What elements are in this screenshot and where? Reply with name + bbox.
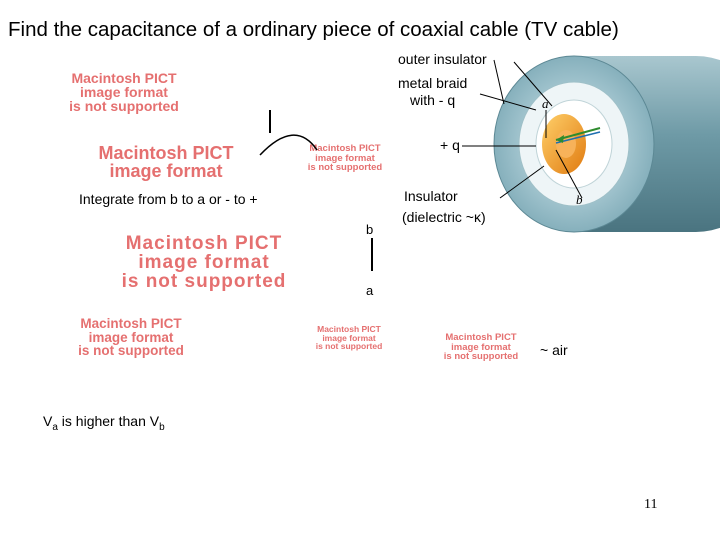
placeholder-line: is not supported — [315, 341, 383, 351]
image-placeholder-1 — [44, 71, 204, 113]
label-insulator-2: (dielectric ~κ) — [402, 209, 486, 225]
placeholder-line: is not supported — [121, 271, 287, 292]
potential-note — [43, 413, 165, 433]
image-placeholder-7 — [437, 333, 525, 362]
placeholder-line: Macintosh PICT — [309, 143, 381, 154]
pointer-outer-insulator — [494, 60, 504, 104]
ruler-label-b: b — [366, 222, 374, 237]
image-placeholder-6 — [308, 325, 390, 351]
coaxial-cable-diagram — [396, 48, 720, 238]
label-plus-q: + q — [440, 137, 460, 153]
ruler-label-a: a — [366, 283, 374, 298]
label-insulator-1: Insulator — [404, 188, 458, 204]
integrate-instruction: Integrate from b to a or - to + — [79, 191, 258, 207]
page-number: 11 — [644, 497, 658, 512]
potential-subscript-b: b — [159, 421, 165, 433]
placeholder-line: Macintosh PICT — [98, 143, 234, 163]
potential-note-prefix: V — [43, 413, 53, 429]
placeholder-line: Macintosh PICT — [80, 316, 182, 331]
ruler-line — [371, 238, 373, 271]
potential-note-middle: is higher than V — [57, 413, 160, 429]
placeholder-line: image format — [88, 329, 174, 345]
placeholder-line: is not supported — [78, 343, 184, 358]
placeholder-line: Macintosh PICT — [445, 332, 517, 343]
label-radius-b: b — [576, 192, 583, 207]
connector-curve — [255, 128, 325, 158]
slide-title: Find the capacitance of a ordinary piece of coaxial cable (TV cable) — [8, 18, 619, 41]
placeholder-line: image format — [80, 84, 168, 100]
label-radius-a: a — [542, 96, 549, 111]
placeholder-line: image format — [138, 252, 270, 273]
placeholder-line: image format — [451, 341, 511, 353]
label-metal-braid-1: metal braid — [398, 75, 468, 91]
image-placeholder-5 — [50, 317, 212, 358]
placeholder-line: is not supported — [443, 351, 519, 362]
placeholder-line: is not supported — [69, 98, 179, 114]
placeholder-line: image format — [322, 332, 376, 343]
placeholder-line: image format — [109, 161, 223, 181]
placeholder-line: is not supported — [307, 162, 383, 173]
placeholder-line: Macintosh PICT — [125, 233, 283, 254]
image-placeholder-4 — [16, 234, 392, 291]
placeholder-line: image format — [315, 152, 375, 164]
air-note: ~ air — [540, 342, 568, 358]
label-outer-insulator: outer insulator — [398, 51, 487, 67]
placeholder-line: Macintosh PICT — [71, 70, 177, 86]
label-metal-braid-2: with - q — [410, 92, 456, 108]
placeholder-line: Macintosh PICT — [317, 324, 381, 334]
potential-subscript-a: a — [52, 421, 58, 433]
